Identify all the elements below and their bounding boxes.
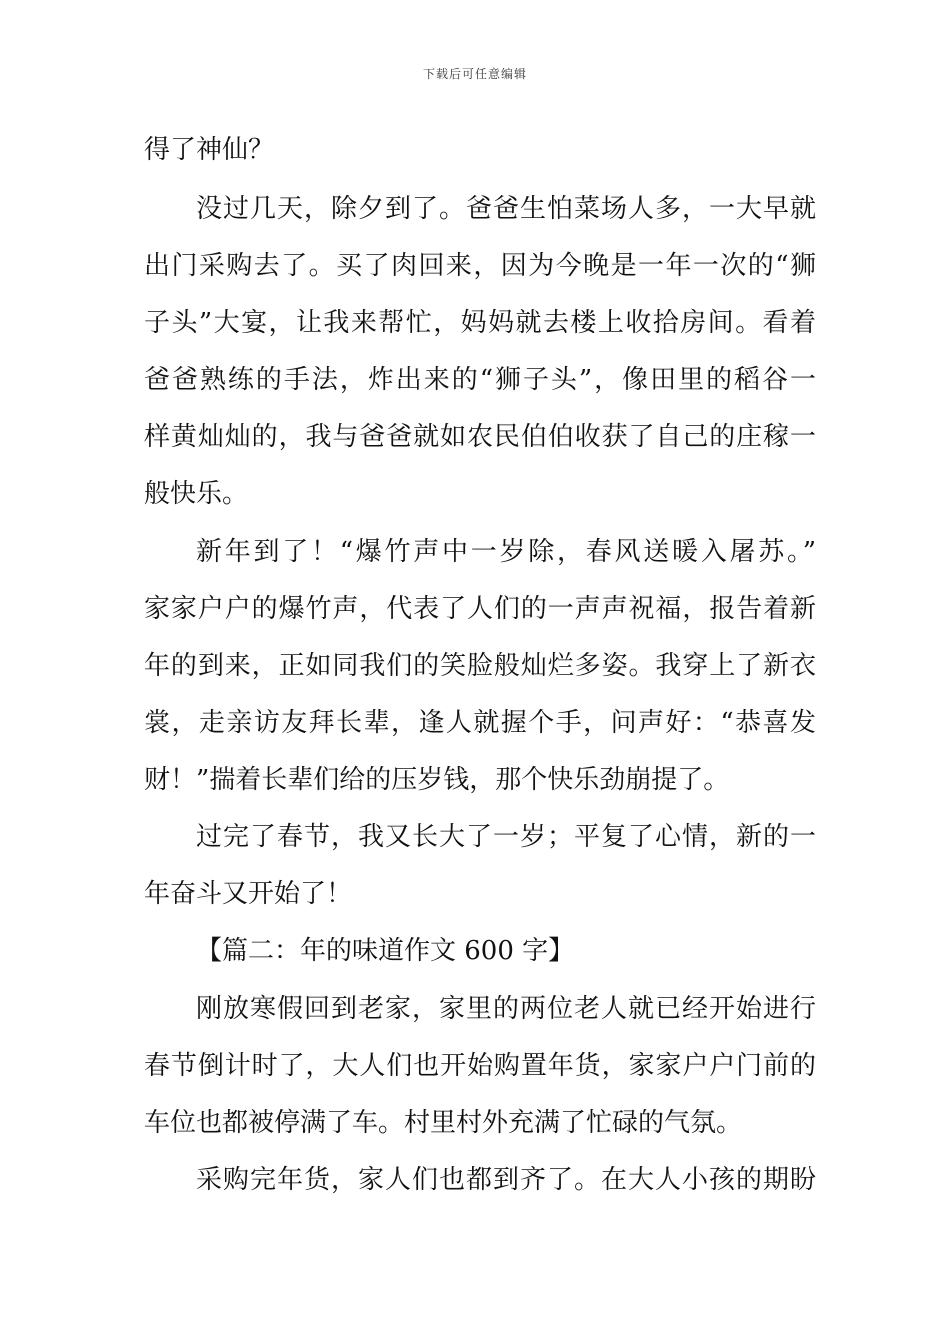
text-line: 车位也都被停满了车。村里村外充满了忙碌的气氛。 <box>144 1108 743 1138</box>
page-header: 下载后可任意编辑 <box>422 67 527 81</box>
text-line: 裳，走亲访友拜长辈，逢人就握个手，问声好：“恭喜发 <box>144 708 816 738</box>
text-line: 家家户户的爆竹声，代表了人们的一声声祝福，报告着新 <box>144 594 816 624</box>
text-line: 新年到了！“爆竹声中一岁除，春风送暖入屠苏。” <box>196 537 816 567</box>
text-line: 年奋斗又开始了！ <box>144 879 353 909</box>
text-line: 般快乐。 <box>144 479 249 509</box>
text-line: 刚放寒假回到老家，家里的两位老人就已经开始进行 <box>196 994 816 1024</box>
text-line: 样黄灿灿的，我与爸爸就如农民伯伯收获了自己的庄稼一 <box>144 422 816 452</box>
text-line: 年的到来，正如同我们的笑脸般灿烂多姿。我穿上了新衣 <box>144 651 816 681</box>
text-line: 得了神仙？ <box>144 135 275 165</box>
text-line: 采购完年货，家人们也都到齐了。在大人小孩的期盼 <box>196 1165 816 1195</box>
text-line: 子头”大宴，让我来帮忙，妈妈就去楼上收拾房间。看着 <box>144 308 816 338</box>
text-line: 过完了春节，我又长大了一岁；平复了心情，新的一 <box>196 822 816 852</box>
section-heading: 【篇二：年的味道作文 600 字】 <box>196 936 575 966</box>
text-line: 财！”揣着长辈们给的压岁钱，那个快乐劲崩提了。 <box>144 765 730 795</box>
text-line: 爸爸熟练的手法，炸出来的“狮子头”，像田里的稻谷一 <box>144 365 816 395</box>
text-line: 出门采购去了。买了肉回来，因为今晚是一年一次的“狮 <box>144 251 816 281</box>
text-line: 春节倒计时了，大人们也开始购置年货，家家户户门前的 <box>144 1051 816 1081</box>
text-line: 没过几天，除夕到了。爸爸生怕菜场人多，一大早就 <box>196 194 816 224</box>
